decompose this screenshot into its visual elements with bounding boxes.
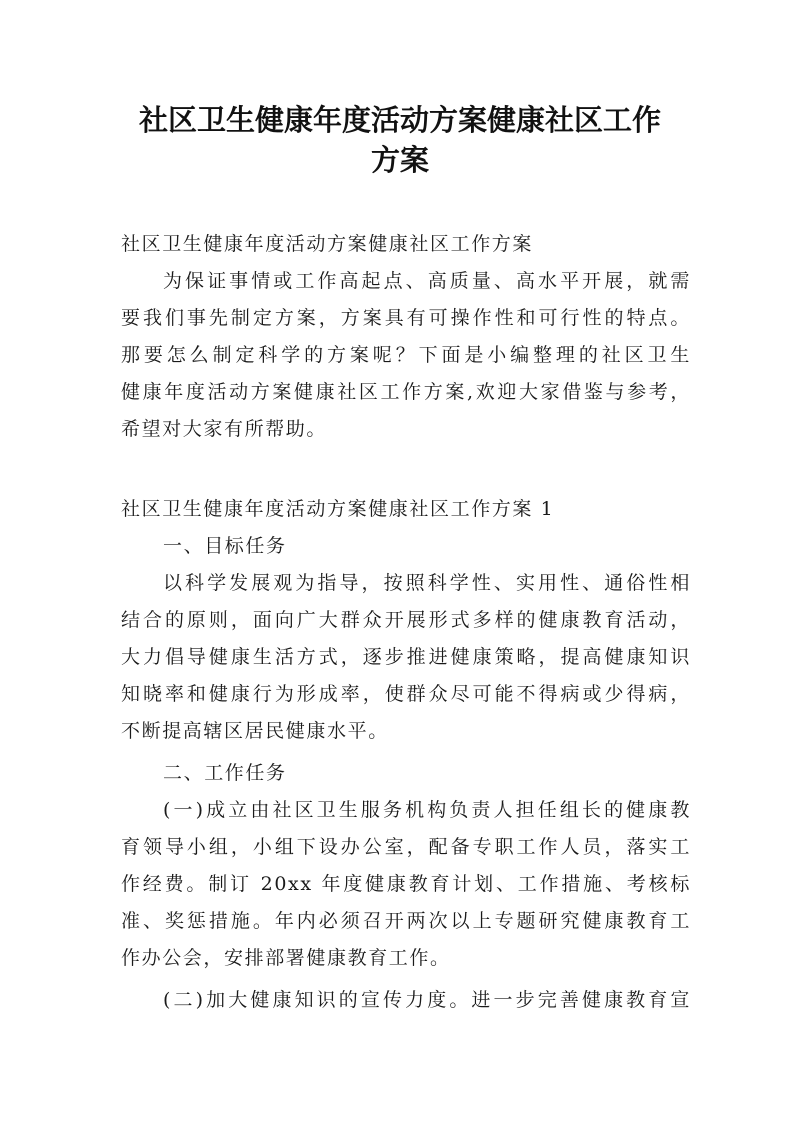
document-title-line-1: 社区卫生健康年度活动方案健康社区工作 <box>138 103 661 137</box>
publicity-line: (二)加大健康知识的宣传力度。进一步完善健康教育宣 <box>163 989 691 1011</box>
intro-line: 为保证事情或工作高起点、高质量、高水平开展，就需 <box>163 270 691 292</box>
goals-line: 以科学发展观为指导，按照科学性、实用性、通俗性相 <box>163 572 691 594</box>
intro-line: 那要怎么制定科学的方案呢？下面是小编整理的社区卫生 <box>121 344 691 366</box>
goals-line: 不断提高辖区居民健康水平。 <box>121 720 389 742</box>
tasks-line: 准、奖惩措施。年内必须召开两次以上专题研究健康教育工 <box>121 910 691 932</box>
heading-tasks: 二、工作任务 <box>163 762 287 784</box>
goals-line: 大力倡导健康生活方式，逐步推进健康策略，提高健康知识 <box>121 646 691 668</box>
intro-line: 健康年度活动方案健康社区工作方案,欢迎大家借鉴与参考， <box>121 381 691 403</box>
tasks-line: 作经费。制订 20xx 年度健康教育计划、工作措施、考核标 <box>121 873 691 895</box>
document-subtitle: 社区卫生健康年度活动方案健康社区工作方案 <box>121 233 534 255</box>
goals-line: 知晓率和健康行为形成率，使群众尽可能不得病或少得病， <box>121 683 691 705</box>
goals-line: 结合的原则，面向广大群众开展形式多样的健康教育活动， <box>121 609 691 631</box>
section-title: 社区卫生健康年度活动方案健康社区工作方案 1 <box>121 498 555 520</box>
intro-line: 要我们事先制定方案，方案具有可操作性和可行性的特点。 <box>121 307 691 329</box>
tasks-line: 育领导小组，小组下设办公室，配备专职工作人员，落实工 <box>121 836 691 858</box>
document-title-line-2: 方案 <box>370 143 429 177</box>
heading-goals: 一、目标任务 <box>163 535 287 557</box>
intro-line: 希望对大家有所帮助。 <box>121 418 328 440</box>
tasks-line: 作办公会，安排部署健康教育工作。 <box>121 947 451 969</box>
tasks-line: (一)成立由社区卫生服务机构负责人担任组长的健康教 <box>163 799 691 821</box>
